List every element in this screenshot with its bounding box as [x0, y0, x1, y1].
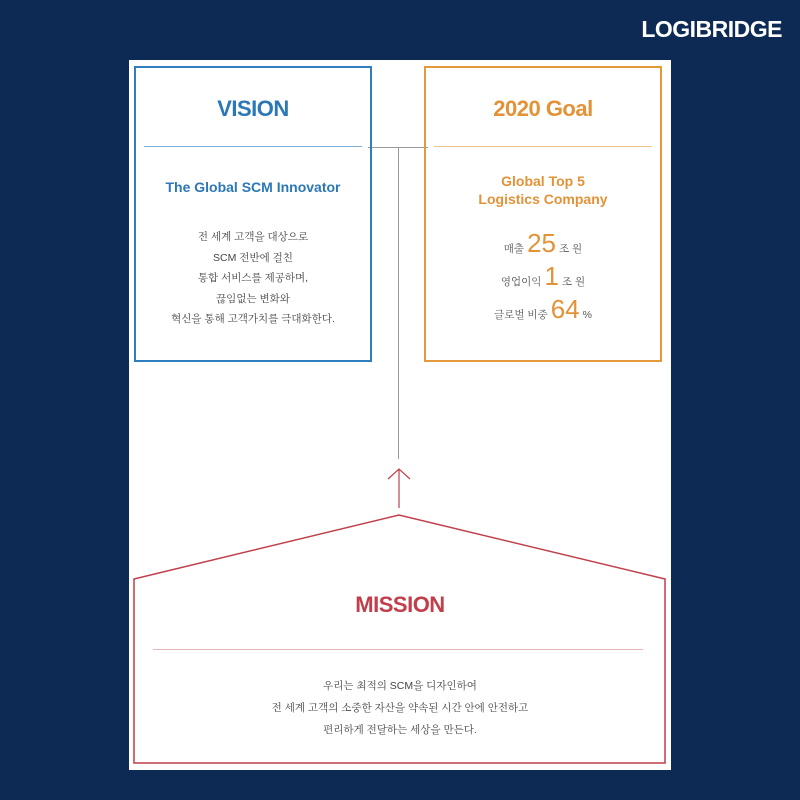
brand-logo: LOGIBRIDGE	[641, 16, 782, 42]
goal-metrics	[426, 230, 660, 329]
goal-divider	[434, 146, 652, 147]
vision-subtitle: The Global SCM Innovator	[165, 179, 341, 195]
goal-title: 2020 Goal	[493, 96, 593, 121]
vision-description-line: 끊임없는 변화와	[216, 292, 290, 305]
metric-value: 1	[544, 261, 559, 291]
mission-description-line: 우리는 최적의 SCM을 디자인하여	[323, 680, 477, 692]
vision-title: VISION	[217, 96, 289, 121]
metric-label: 매출	[503, 243, 525, 255]
goal-subtitle-line: Logistics Company	[478, 191, 608, 207]
connector-vertical	[398, 147, 399, 459]
metric-label: 영업이익	[500, 276, 542, 288]
vision-description	[136, 227, 370, 330]
mission-description-line: 편리하게 전달하는 세상을 만든다.	[323, 724, 477, 736]
vision-description-line: 전 세계 고객을 대상으로	[197, 231, 309, 243]
mission-title: MISSION	[355, 592, 445, 617]
metric-unit: 조 원	[559, 243, 583, 255]
metric-unit: %	[582, 309, 592, 321]
metric-revenue	[426, 230, 660, 263]
metric-value: 64	[550, 294, 580, 324]
vision-description-line: 혁신을 통해 고객가치를 극대화한다.	[171, 313, 335, 325]
metric-global-share	[426, 296, 660, 329]
vision-description-line: 통합 서비스를 제공하며,	[197, 272, 309, 284]
vision-divider	[144, 146, 362, 147]
goal-subtitle-line: Global Top 5	[501, 173, 585, 189]
chevron-up-icon	[385, 466, 413, 508]
vision-box	[134, 66, 372, 362]
mission-divider	[153, 649, 643, 650]
goal-subtitle	[426, 172, 660, 208]
metric-label: 글로벌 비중	[494, 309, 548, 321]
goal-box	[424, 66, 662, 362]
mission-description-line: 전 세계 고객의 소중한 자산을 약속된 시간 안에 안전하고	[271, 702, 529, 714]
metric-value: 25	[527, 228, 556, 258]
metric-unit: 조 원	[561, 276, 586, 288]
metric-operating-profit	[426, 263, 660, 296]
vision-description-line: SCM 전반에 걸친	[213, 251, 293, 264]
diagram-sheet	[129, 60, 671, 770]
mission-description	[129, 675, 671, 741]
